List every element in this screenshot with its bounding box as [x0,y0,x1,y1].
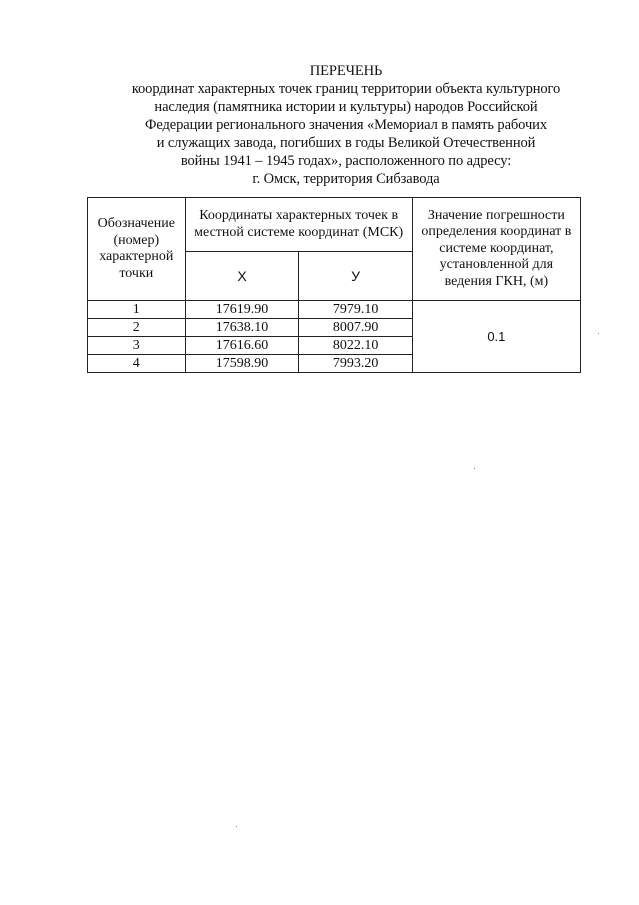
header-point-label: Обозначение (номер) характерной точки [88,198,186,301]
cell-x: 17638.10 [185,319,299,337]
header-y: У [299,252,412,301]
cell-y: 8007.90 [299,319,412,337]
header-coords-group: Координаты характерных точек в местной системе координат (МСК) [185,198,412,252]
subtitle-line: Федерации регионального значения «Мемориал в память рабочих [145,117,547,133]
table-header-row [88,198,581,252]
cell-y: 7979.10 [299,301,412,319]
document-heading [96,62,596,188]
cell-y: 8022.10 [299,337,412,355]
cell-x: 17616.60 [185,337,299,355]
scan-speck [236,826,237,827]
cell-accuracy-value: 0.1 [412,301,580,373]
scan-speck [474,468,475,469]
cell-x: 17598.90 [185,355,299,373]
cell-point: 1 [88,301,186,319]
subtitle-line: наследия (памятника истории и культуры) народов Российской [154,99,538,115]
subtitle-line: и служащих завода, погибших в годы Великой Отечественной [156,135,536,151]
cell-point: 2 [88,319,186,337]
table-row [88,301,581,319]
subtitle-line: г. Омск, территория Сибзавода [252,171,440,187]
coordinates-table [87,197,581,373]
scan-speck [598,333,599,334]
cell-point: 4 [88,355,186,373]
cell-y: 7993.20 [299,355,412,373]
subtitle-line: войны 1941 – 1945 годах», расположенного по адресу: [180,153,512,169]
subtitle-line: координат характерных точек границ территории объекта культурного [131,81,561,97]
cell-x: 17619.90 [185,301,299,319]
document-title: ПЕРЕЧЕНЬ [309,63,383,79]
cell-point: 3 [88,337,186,355]
header-accuracy: Значение погрешности определения координат в системе координат, установленной для ведения ГКН, (м) [412,198,580,301]
header-x: Х [185,252,299,301]
